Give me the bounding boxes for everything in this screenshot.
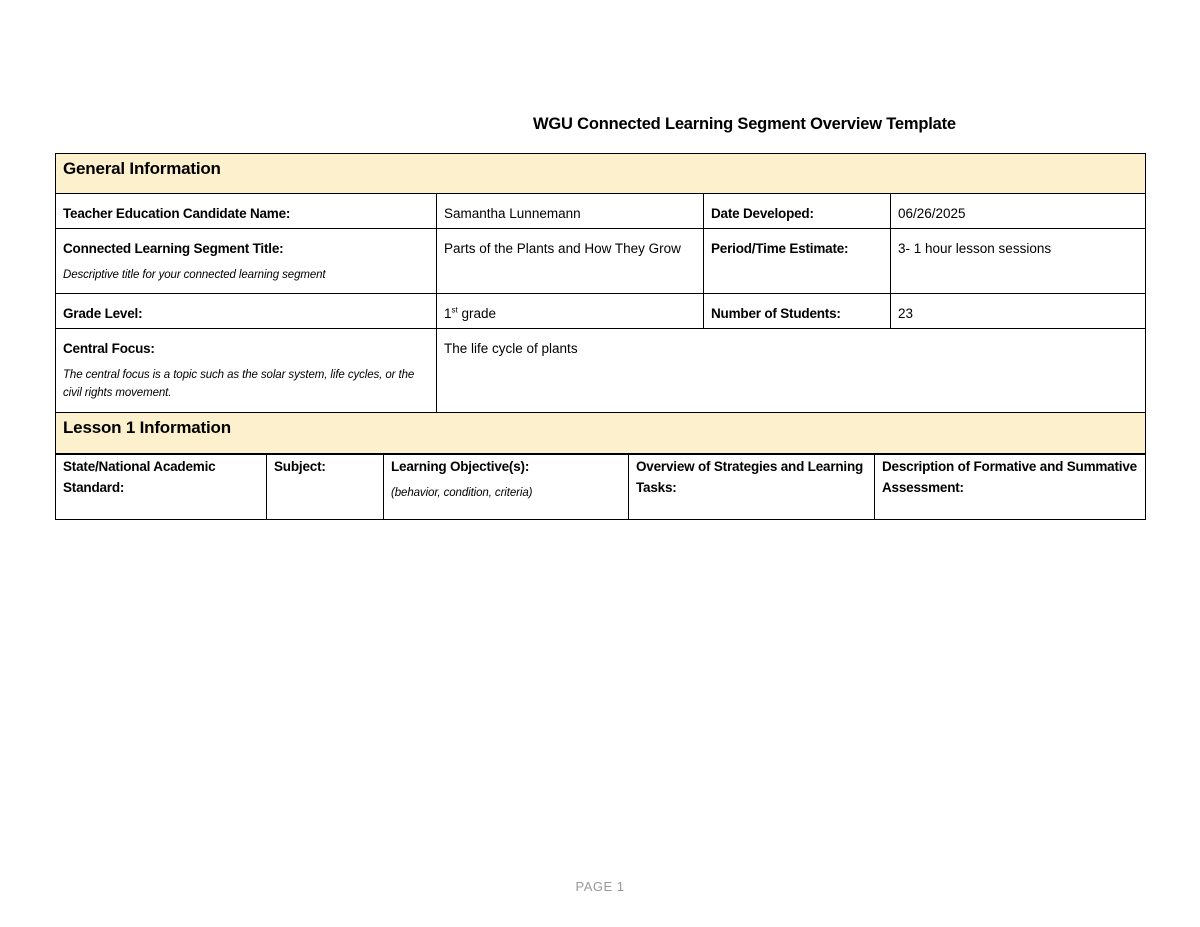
lesson-1-table bbox=[55, 412, 1146, 520]
candidate-name-value: Samantha Lunnemann bbox=[437, 194, 704, 229]
learning-objectives-hint: (behavior, condition, criteria) bbox=[391, 486, 533, 499]
central-focus-label-cell bbox=[56, 329, 437, 413]
date-developed-label: Date Developed: bbox=[704, 194, 891, 229]
candidate-name-label: Teacher Education Candidate Name: bbox=[56, 194, 437, 229]
segment-title-hint: Descriptive title for your connected learning segment bbox=[63, 269, 326, 281]
central-focus-value: The life cycle of plants bbox=[437, 329, 1146, 413]
strategies-column-header: Overview of Strategies and Learning Tasks: bbox=[629, 454, 875, 520]
central-focus-hint: The central focus is a topic such as the solar system, life cycles, or the civil rights movement. bbox=[63, 369, 415, 399]
period-estimate-value: 3- 1 hour lesson sessions bbox=[891, 229, 1146, 294]
document-title: WGU Connected Learning Segment Overview Template bbox=[533, 115, 956, 133]
general-information-heading: General Information bbox=[56, 154, 1146, 194]
general-information-table bbox=[55, 153, 1146, 413]
standard-column-header: State/National Academic Standard: bbox=[56, 454, 267, 520]
segment-title-label-cell bbox=[56, 229, 437, 294]
segment-title-value: Parts of the Plants and How They Grow bbox=[437, 229, 704, 294]
number-of-students-value: 23 bbox=[891, 294, 1146, 329]
segment-title-label: Connected Learning Segment Title: bbox=[63, 241, 284, 256]
period-estimate-label: Period/Time Estimate: bbox=[704, 229, 891, 294]
number-of-students-label: Number of Students: bbox=[704, 294, 891, 329]
lesson-1-heading: Lesson 1 Information bbox=[56, 413, 1146, 454]
central-focus-label: Central Focus: bbox=[63, 341, 155, 356]
page-number: PAGE 1 bbox=[575, 879, 625, 894]
subject-column-header: Subject: bbox=[267, 454, 384, 520]
learning-objectives-column-header: Learning Objective(s): (behavior, condition, criteria) bbox=[384, 454, 629, 520]
grade-level-value: 1st grade bbox=[437, 294, 704, 329]
date-developed-value: 06/26/2025 bbox=[891, 194, 1146, 229]
assessment-column-header: Description of Formative and Summative Assessment: bbox=[875, 454, 1146, 520]
grade-level-label: Grade Level: bbox=[56, 294, 437, 329]
